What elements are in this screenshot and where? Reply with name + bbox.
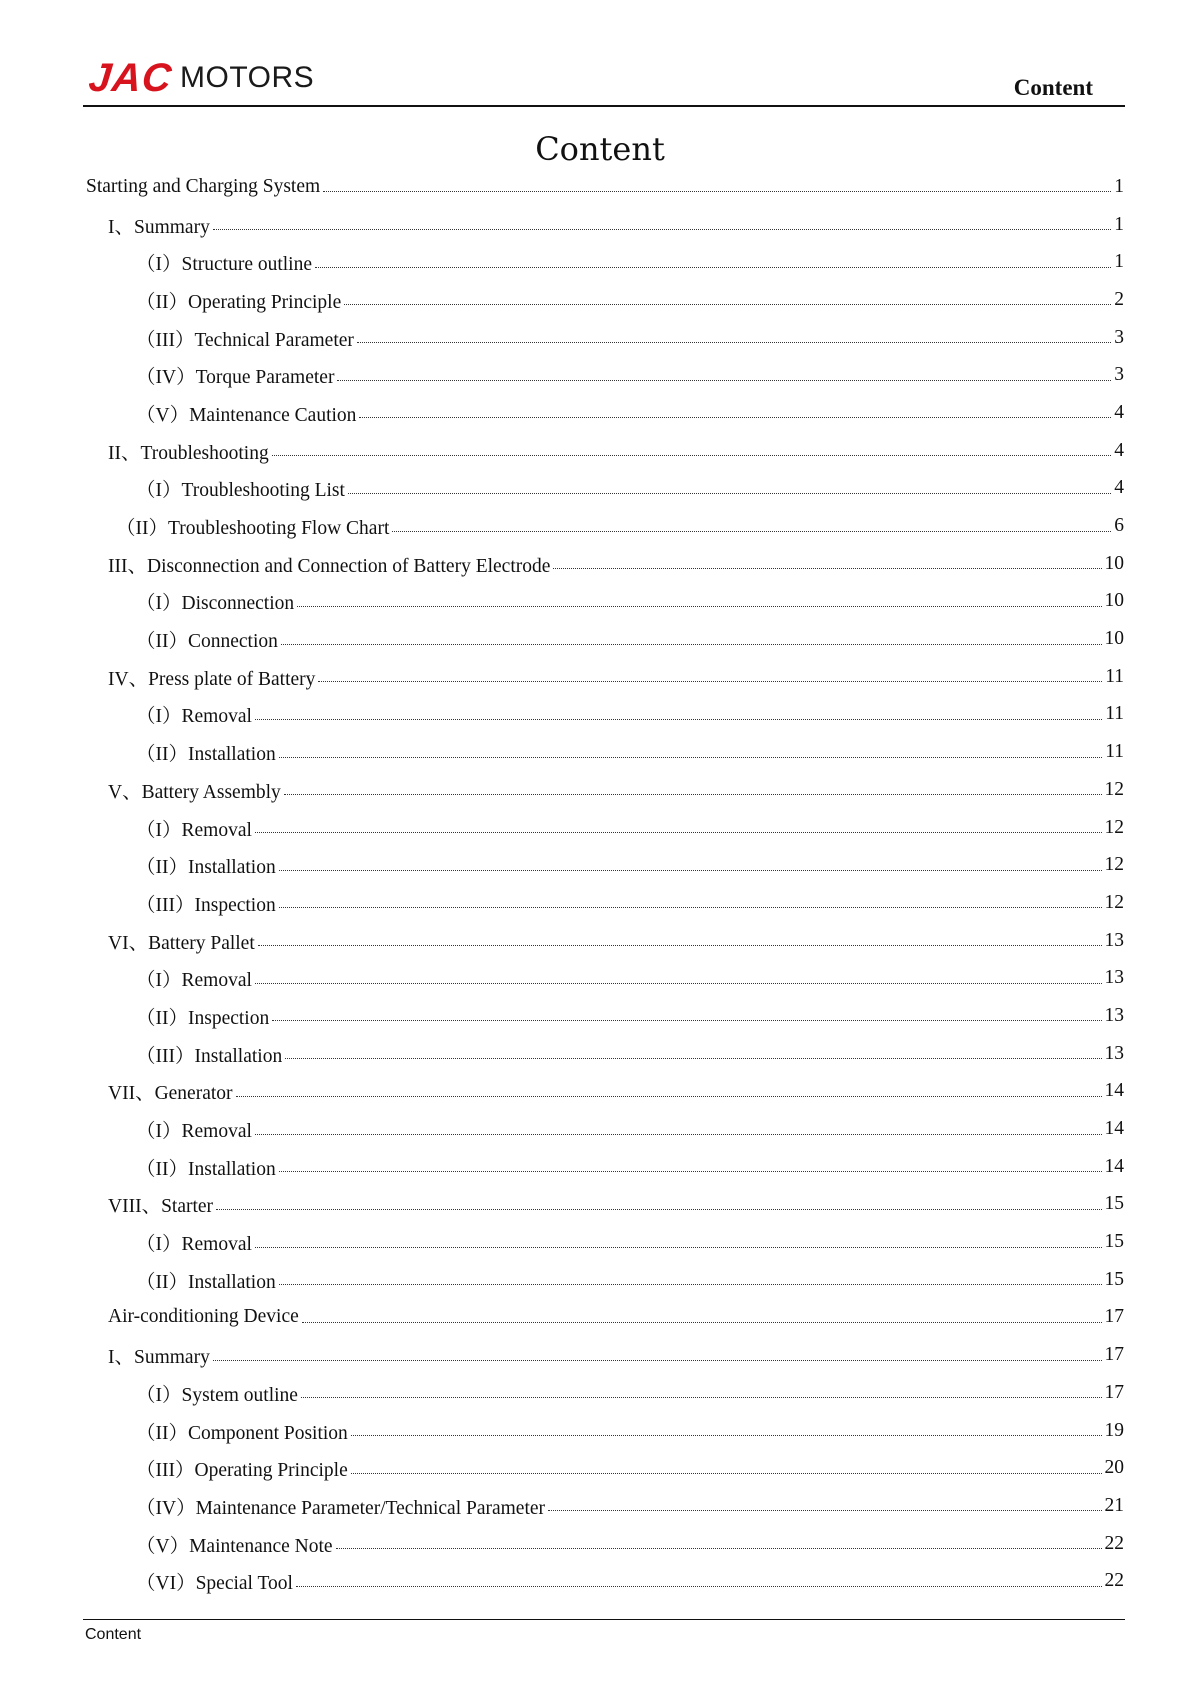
toc-entry[interactable] (86, 1525, 1124, 1563)
toc-entry[interactable] (86, 846, 1124, 884)
toc-entry[interactable] (86, 243, 1124, 281)
toc-entry[interactable] (86, 771, 1124, 809)
toc-entry-page-number: 13 (1104, 929, 1124, 951)
toc-entry[interactable] (86, 545, 1124, 583)
toc-entry-title: II、Troubleshooting (108, 442, 269, 464)
toc-entry-page-number: 14 (1104, 1080, 1124, 1102)
toc-entry[interactable] (86, 1110, 1124, 1148)
toc-entry[interactable] (86, 319, 1124, 357)
toc-entry[interactable] (86, 620, 1124, 658)
toc-entry[interactable] (86, 470, 1124, 508)
toc-entry-page-number: 10 (1104, 552, 1124, 574)
toc-entry-page-number: 4 (1114, 439, 1124, 461)
toc-entry[interactable] (86, 281, 1124, 319)
dot-leader (553, 568, 1101, 569)
toc-entry-title: V、Battery Assembly (108, 781, 281, 803)
dot-leader (213, 229, 1111, 230)
toc-entry[interactable] (86, 884, 1124, 922)
dot-leader (296, 1586, 1102, 1587)
dot-leader (279, 1284, 1102, 1285)
toc-entry-page-number: 1 (1114, 175, 1124, 197)
toc-entry-page-number: 13 (1104, 1004, 1124, 1026)
toc-entry[interactable] (86, 1148, 1124, 1186)
toc-entry-page-number: 12 (1104, 854, 1124, 876)
toc-entry-page-number: 10 (1104, 590, 1124, 612)
dot-leader (272, 1020, 1101, 1021)
dot-leader (297, 606, 1101, 607)
toc-entry-title: （I）Structure outline (136, 254, 313, 276)
header-section-label: Content (1013, 75, 1093, 100)
page-header (83, 50, 1125, 107)
dot-leader (337, 380, 1111, 381)
page-footer (83, 1619, 1125, 1643)
toc-entry[interactable] (86, 922, 1124, 960)
toc-entry-title: （IV）Torque Parameter (136, 367, 335, 389)
toc-entry-title: （II）Installation (136, 1271, 276, 1293)
dot-leader (255, 832, 1102, 833)
toc-entry[interactable] (86, 1374, 1124, 1412)
toc-entry-page-number: 2 (1114, 288, 1124, 310)
toc-entry-page-number: 19 (1104, 1419, 1124, 1441)
toc-entry-title: （II）Inspection (136, 1007, 270, 1029)
toc-entry-title: I、Summary (108, 216, 210, 238)
toc-entry-page-number: 3 (1114, 326, 1124, 348)
toc-entry-page-number: 4 (1114, 401, 1124, 423)
toc-entry[interactable] (86, 733, 1124, 771)
toc-entry-title: （I）System outline (136, 1384, 298, 1406)
toc-entry[interactable] (86, 1487, 1124, 1525)
dot-leader (285, 1058, 1101, 1059)
dot-leader (351, 1435, 1102, 1436)
toc-entry-title: （I）Disconnection (136, 593, 295, 615)
toc-entry-title: VI、Battery Pallet (108, 932, 255, 954)
toc-entry-title: VII、Generator (108, 1083, 233, 1105)
toc-entry[interactable] (86, 583, 1124, 621)
toc-entry-page-number: 17 (1104, 1306, 1124, 1328)
toc-entry[interactable] (86, 356, 1124, 394)
toc-entry[interactable] (86, 1299, 1124, 1337)
toc-entry[interactable] (86, 1073, 1124, 1111)
toc-entry-page-number: 15 (1104, 1268, 1124, 1290)
toc-entry[interactable] (86, 394, 1124, 432)
dot-leader (348, 493, 1111, 494)
dot-leader (279, 907, 1102, 908)
toc-entry-page-number: 17 (1104, 1381, 1124, 1403)
toc-entry[interactable] (86, 1562, 1124, 1600)
toc-entry-title: IV、Press plate of Battery (108, 668, 316, 690)
toc-entry-page-number: 14 (1104, 1155, 1124, 1177)
toc-entry-title: I、Summary (108, 1347, 210, 1369)
toc-entry-page-number: 21 (1104, 1494, 1124, 1516)
dot-leader (216, 1209, 1101, 1210)
toc-entry-page-number: 12 (1104, 816, 1124, 838)
toc-entry[interactable] (86, 658, 1124, 696)
toc-entry-page-number: 22 (1104, 1570, 1124, 1592)
dot-leader (258, 945, 1102, 946)
toc-entry-title: （II）Connection (136, 631, 278, 653)
toc-entry-page-number: 6 (1114, 515, 1124, 537)
toc-entry-title: （VI）Special Tool (136, 1573, 293, 1595)
toc-entry-page-number: 15 (1104, 1231, 1124, 1253)
toc-entry-title: （I）Removal (136, 970, 252, 992)
toc-entry-page-number: 11 (1105, 703, 1124, 725)
toc-entry-title: （II）Operating Principle (136, 291, 342, 313)
toc-entry-page-number: 3 (1114, 364, 1124, 386)
dot-leader (344, 304, 1111, 305)
toc-entry-title: （I）Removal (136, 706, 252, 728)
toc-entry-page-number: 10 (1104, 628, 1124, 650)
dot-leader (359, 417, 1111, 418)
toc-entry-title: （I）Removal (136, 1121, 252, 1143)
toc-entry-title: （I）Removal (136, 1234, 252, 1256)
dot-leader (315, 267, 1111, 268)
jac-motors-logo (86, 56, 315, 100)
toc-entry[interactable] (86, 1186, 1124, 1224)
toc-entry-page-number: 20 (1104, 1457, 1124, 1479)
toc-entry[interactable] (86, 696, 1124, 734)
toc-entry-title: （III）Technical Parameter (136, 329, 354, 351)
dot-leader (548, 1510, 1101, 1511)
toc-entry-title: （III）Installation (136, 1045, 283, 1067)
toc-entry[interactable] (86, 507, 1124, 545)
toc-entry-title: Starting and Charging System (86, 175, 321, 197)
toc-entry-title: （V）Maintenance Caution (136, 404, 357, 426)
dot-leader (301, 1397, 1102, 1398)
toc-entry-title: VIII、Starter (108, 1196, 214, 1218)
toc-entry-page-number: 13 (1104, 1042, 1124, 1064)
toc-entry-page-number: 11 (1105, 741, 1124, 763)
toc-entry-page-number: 17 (1104, 1344, 1124, 1366)
dot-leader (336, 1548, 1102, 1549)
toc-entry[interactable] (86, 432, 1124, 470)
toc-entry-title: （I）Troubleshooting List (136, 480, 345, 502)
toc-entry[interactable] (86, 1336, 1124, 1374)
toc-entry-title: （II）Installation (136, 857, 276, 879)
toc-entry-title: （III）Inspection (136, 894, 276, 916)
table-of-contents (86, 168, 1124, 1600)
toc-entry-page-number: 4 (1114, 477, 1124, 499)
toc-entry-title: III、Disconnection and Connection of Battery Electrode (108, 555, 551, 577)
toc-entry-title: Air-conditioning Device (108, 1306, 299, 1328)
dot-leader (255, 983, 1102, 984)
toc-entry[interactable] (86, 168, 1124, 206)
dot-leader (392, 531, 1111, 532)
dot-leader (318, 681, 1102, 682)
logo-brand-mark: JAC (86, 56, 175, 100)
dot-leader (351, 1473, 1102, 1474)
dot-leader (279, 1171, 1102, 1172)
toc-entry-page-number: 11 (1105, 665, 1124, 687)
dot-leader (323, 191, 1111, 192)
dot-leader (255, 1247, 1102, 1248)
dot-leader (255, 719, 1102, 720)
toc-entry[interactable] (86, 997, 1124, 1035)
toc-entry-title: （V）Maintenance Note (136, 1535, 333, 1557)
toc-entry-page-number: 12 (1104, 891, 1124, 913)
toc-entry-title: （II）Installation (136, 744, 276, 766)
toc-entry[interactable] (86, 1449, 1124, 1487)
logo-wordmark: MOTORS (180, 61, 315, 94)
dot-leader (255, 1134, 1102, 1135)
dot-leader (213, 1360, 1102, 1361)
dot-leader (236, 1096, 1102, 1097)
toc-entry-page-number: 15 (1104, 1193, 1124, 1215)
toc-entry-title: （II）Component Position (136, 1422, 348, 1444)
toc-entry[interactable] (86, 959, 1124, 997)
dot-leader (302, 1322, 1102, 1323)
dot-leader (272, 455, 1111, 456)
dot-leader (357, 342, 1111, 343)
toc-entry[interactable] (86, 1261, 1124, 1299)
dot-leader (281, 644, 1102, 645)
toc-entry-title: （IV）Maintenance Parameter/Technical Parameter (136, 1497, 546, 1519)
dot-leader (279, 870, 1102, 871)
toc-entry[interactable] (86, 1035, 1124, 1073)
toc-entry-page-number: 13 (1104, 967, 1124, 989)
footer-label: Content (85, 1626, 142, 1643)
page-title: Content (535, 130, 665, 168)
toc-entry-page-number: 14 (1104, 1118, 1124, 1140)
dot-leader (284, 794, 1102, 795)
toc-entry-page-number: 22 (1104, 1532, 1124, 1554)
toc-entry-title: （III）Operating Principle (136, 1460, 348, 1482)
toc-entry-title: （II）Installation (136, 1158, 276, 1180)
toc-entry[interactable] (86, 1223, 1124, 1261)
toc-entry-page-number: 1 (1114, 251, 1124, 273)
toc-entry-page-number: 12 (1104, 778, 1124, 800)
dot-leader (279, 757, 1103, 758)
toc-entry-page-number: 1 (1114, 213, 1124, 235)
toc-entry-title: （II）Troubleshooting Flow Chart (116, 518, 390, 540)
toc-entry[interactable] (86, 809, 1124, 847)
toc-entry[interactable] (86, 1412, 1124, 1450)
toc-entry[interactable] (86, 206, 1124, 244)
toc-entry-title: （I）Removal (136, 819, 252, 841)
